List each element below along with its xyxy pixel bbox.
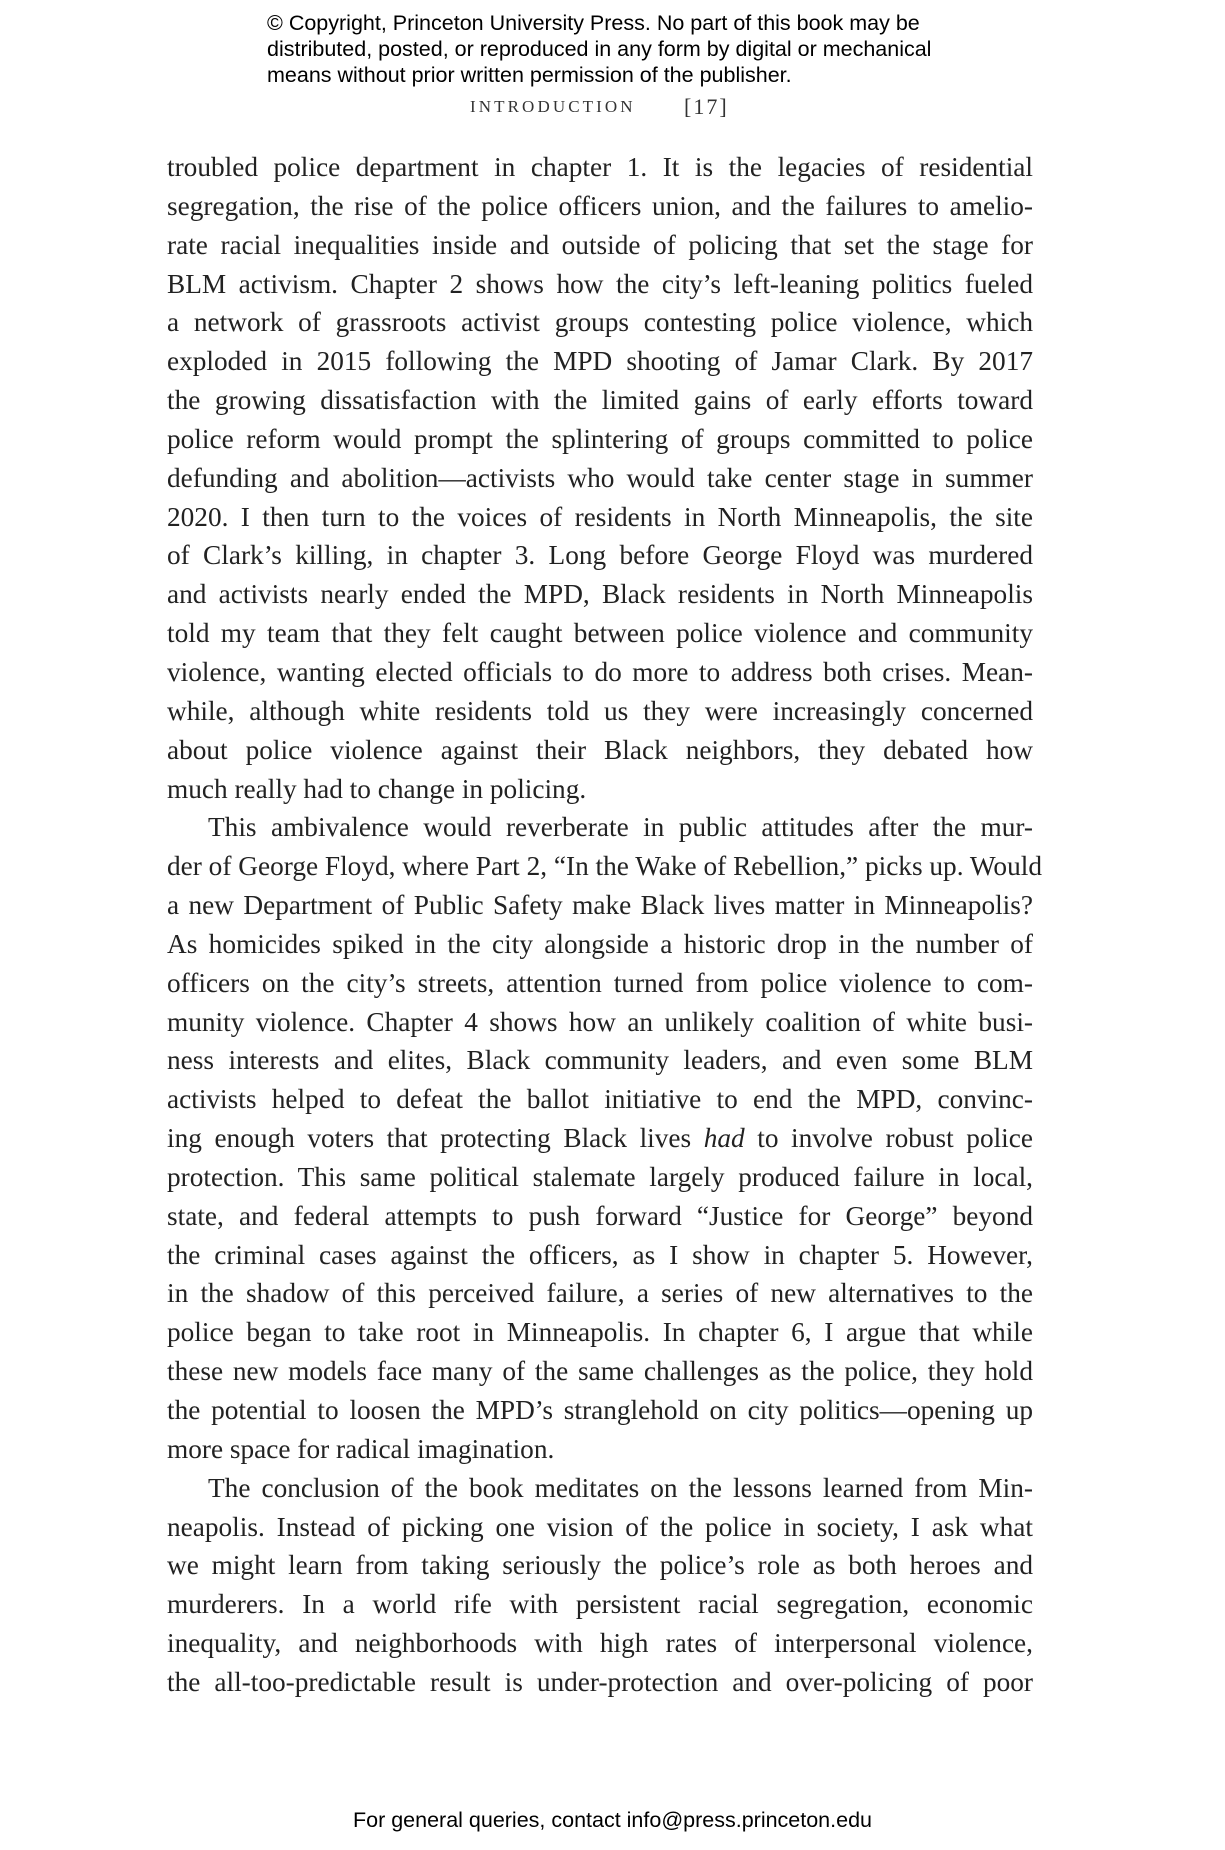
copyright-notice: [267, 10, 987, 88]
text-line: we might learn from taking seriously the police’s role as both heroes and: [167, 1550, 1033, 1581]
text-line: the potential to loosen the MPD’s stranglehold on city politics—opening up: [167, 1395, 1033, 1425]
text-line: segregation, the rise of the police officers union, and the failures to amelio-: [167, 190, 1033, 221]
text-line: defunding and abolition—activists who would take center stage in summer: [167, 462, 1033, 493]
text-line: der of George Floyd, where Part 2, “In the Wake of Rebellion,” picks up. Would: [167, 851, 1042, 882]
text-line: in the shadow of this perceived failure, a series of new alternatives to the: [167, 1278, 1033, 1309]
text-line: ness interests and elites, Black community leaders, and even some BLM: [167, 1045, 1033, 1076]
copyright-line: means without prior written permission of the publisher.: [267, 63, 792, 87]
text-line: the criminal cases against the officers, as I show in chapter 5. However,: [167, 1239, 1033, 1270]
page-number: [17]: [684, 94, 729, 119]
copyright-line: © Copyright, Princeton University Press. No part of this book may be: [267, 11, 920, 35]
text-line: protection. This same political stalemate largely produced failure in local,: [167, 1161, 1033, 1192]
text-line: much really had to change in policing.: [167, 773, 587, 804]
text-line: 2020. I then turn to the voices of residents in North Minneapolis, the site: [167, 501, 1033, 532]
text-line: neapolis. Instead of picking one vision of the police in society, I ask what: [167, 1511, 1033, 1542]
emphasis: had: [703, 1123, 745, 1154]
text-line: more space for radical imagination.: [167, 1433, 555, 1464]
text-line: a new Department of Public Safety make Black lives matter in Minneapolis?: [167, 890, 1033, 921]
text-line: the all-too-predictable result is under-protection and over-policing of poor: [167, 1666, 1033, 1697]
text-line: ing enough voters that protecting Black lives had to involve robust police: [167, 1123, 1033, 1154]
text-line: munity violence. Chapter 4 shows how an unlikely coalition of white busi-: [167, 1006, 1033, 1037]
text-line: told my team that they felt caught between police violence and community: [167, 618, 1033, 649]
text-line: inequality, and neighborhoods with high rates of interpersonal violence,: [167, 1628, 1033, 1659]
text-line: activists helped to defeat the ballot initiative to end the MPD, convinc-: [167, 1084, 1033, 1115]
paragraph: [167, 808, 1042, 1468]
footer-contact: For general queries, contact info@press.princeton.edu: [352, 1808, 872, 1832]
text-line: rate racial inequalities inside and outside of policing that set the stage for: [167, 229, 1033, 260]
text-line: of Clark’s killing, in chapter 3. Long before George Floyd was murdered: [167, 540, 1033, 571]
text-line: police began to take root in Minneapolis. In chapter 6, I argue that while: [167, 1317, 1033, 1348]
text-line: BLM activism. Chapter 2 shows how the city’s left-leaning politics fueled: [167, 268, 1033, 299]
text-line: murderers. In a world rife with persistent racial segregation, economic: [167, 1589, 1033, 1620]
text-line: a network of grassroots activist groups contesting police violence, which: [167, 307, 1033, 338]
text-line: troubled police department in chapter 1. It is the legacies of residential: [167, 152, 1033, 182]
text-line: As homicides spiked in the city alongside a historic drop in the number of: [167, 928, 1033, 959]
body-text: [167, 148, 1042, 1702]
paragraph: [167, 1469, 1033, 1702]
text-line: The conclusion of the book meditates on the lessons learned from Min-: [208, 1472, 1033, 1503]
copyright-line: distributed, posted, or reproduced in any form by digital or mechanical: [267, 37, 932, 61]
text-line: about police violence against their Black neighbors, they debated how: [167, 734, 1033, 765]
running-head-title: INTRODUCTION: [470, 97, 636, 116]
text-line: the growing dissatisfaction with the limited gains of early efforts toward: [167, 385, 1033, 416]
text-line: exploded in 2015 following the MPD shooting of Jamar Clark. By 2017: [167, 346, 1033, 377]
text-line: state, and federal attempts to push forward “Justice for George” beyond: [167, 1200, 1033, 1231]
text-line: violence, wanting elected officials to do more to address both crises. Mean-: [167, 656, 1033, 687]
text-line: police reform would prompt the splintering of groups committed to police: [167, 423, 1033, 454]
text-line: officers on the city’s streets, attention turned from police violence to com-: [167, 967, 1033, 998]
paragraph: [167, 148, 1033, 808]
text-line: these new models face many of the same challenges as the police, they hold: [167, 1356, 1033, 1387]
text-line: This ambivalence would reverberate in public attitudes after the mur-: [208, 812, 1033, 843]
text-line: while, although white residents told us they were increasingly concerned: [167, 695, 1033, 726]
text-line: and activists nearly ended the MPD, Black residents in North Minneapolis: [167, 579, 1033, 610]
